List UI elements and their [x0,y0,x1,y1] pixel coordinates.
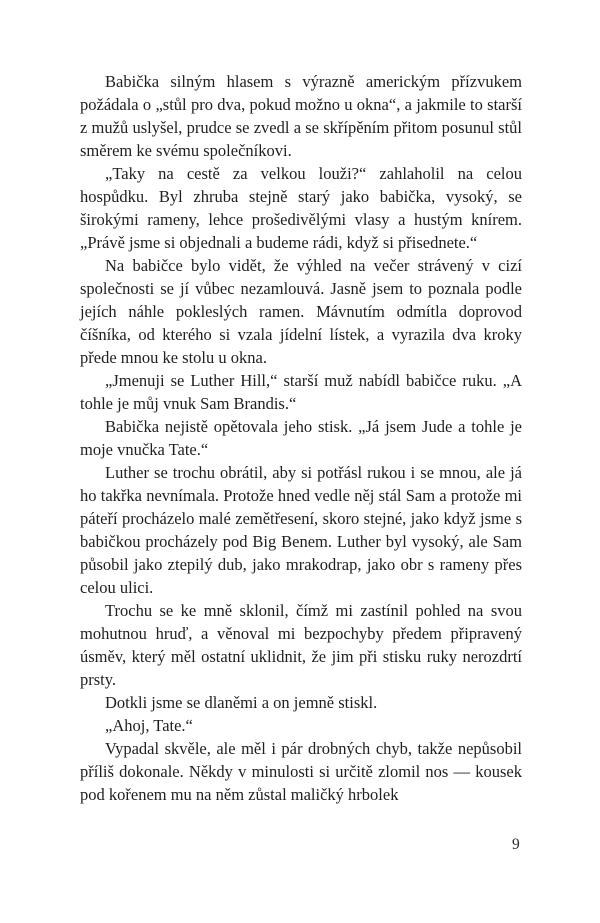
paragraph-3: Na babičce bylo vidět, že výhled na večer strávený v cizí společnosti se jí vůbec nezamlouvá. Jasně jsem to poznala podle jejích náhle pokleslých ramen. Mávnutím odmítla doprovod číšníka, od kterého si vzala jídelní lístek, a vyrazila dva kroky přede mnou ke stolu u okna. [80,256,522,367]
paragraph-2: „Taky na cestě za velkou louži?“ zahlaholil na celou hospůdku. Byl zhruba stejně starý jako babička, vysoký, se širokými rameny, lehce prošedivělými vlasy a hustým knírem. „Právě jsme si objednali a budeme rádi, když si přisednete.“ [80,164,522,252]
page-number: 9 [512,836,520,853]
paragraph-4: „Jmenuji se Luther Hill,“ starší muž nabídl babičce ruku. „A tohle je můj vnuk Sam Brandis.“ [80,371,522,413]
paragraph-6: Luther se trochu obrátil, aby si potřásl rukou i se mnou, ale já ho takřka nevnímala. Protože hned vedle něj stál Sam a protože mi páteří procházelo malé zemětřesení, skoro stejné, jako když jsme s babičkou procházely pod Big Benem. Luther byl vysoký, ale Sam působil jako ztepilý dub, jako mrakodrap, jako obr s rameny přes celou ulici. [80,463,522,597]
paragraph-1: Babička silným hlasem s výrazně americkým přízvukem požádala o „stůl pro dva, pokud možno u okna“, a jakmile to starší z mužů uslyšel, prudce se zvedl a se skřípěním přitom posunul stůl směrem ke svému společníkovi. [80,72,522,160]
paragraph-10: Vypadal skvěle, ale měl i pár drobných chyb, takže nepůsobil příliš dokonale. Někdy v minulosti si určitě zlomil nos — kousek pod kořenem mu na něm zůstal maličký hrbolek [80,739,522,804]
paragraph-8: Dotkli jsme se dlaněmi a on jemně stiskl. [105,693,378,712]
paragraph-9: „Ahoj, Tate.“ [105,716,193,735]
paragraph-7: Trochu se ke mně sklonil, čímž mi zastínil pohled na svou mohutnou hruď, a věnoval mi bezpochyby předem připravený úsměv, který měl ostatní uklidnit, že jim při stisku ruky nerozdrtí prsty. [80,601,522,689]
paragraph-5: Babička nejistě opětovala jeho stisk. „Já jsem Jude a tohle je moje vnučka Tate.“ [80,417,522,459]
body-text [80,70,522,806]
